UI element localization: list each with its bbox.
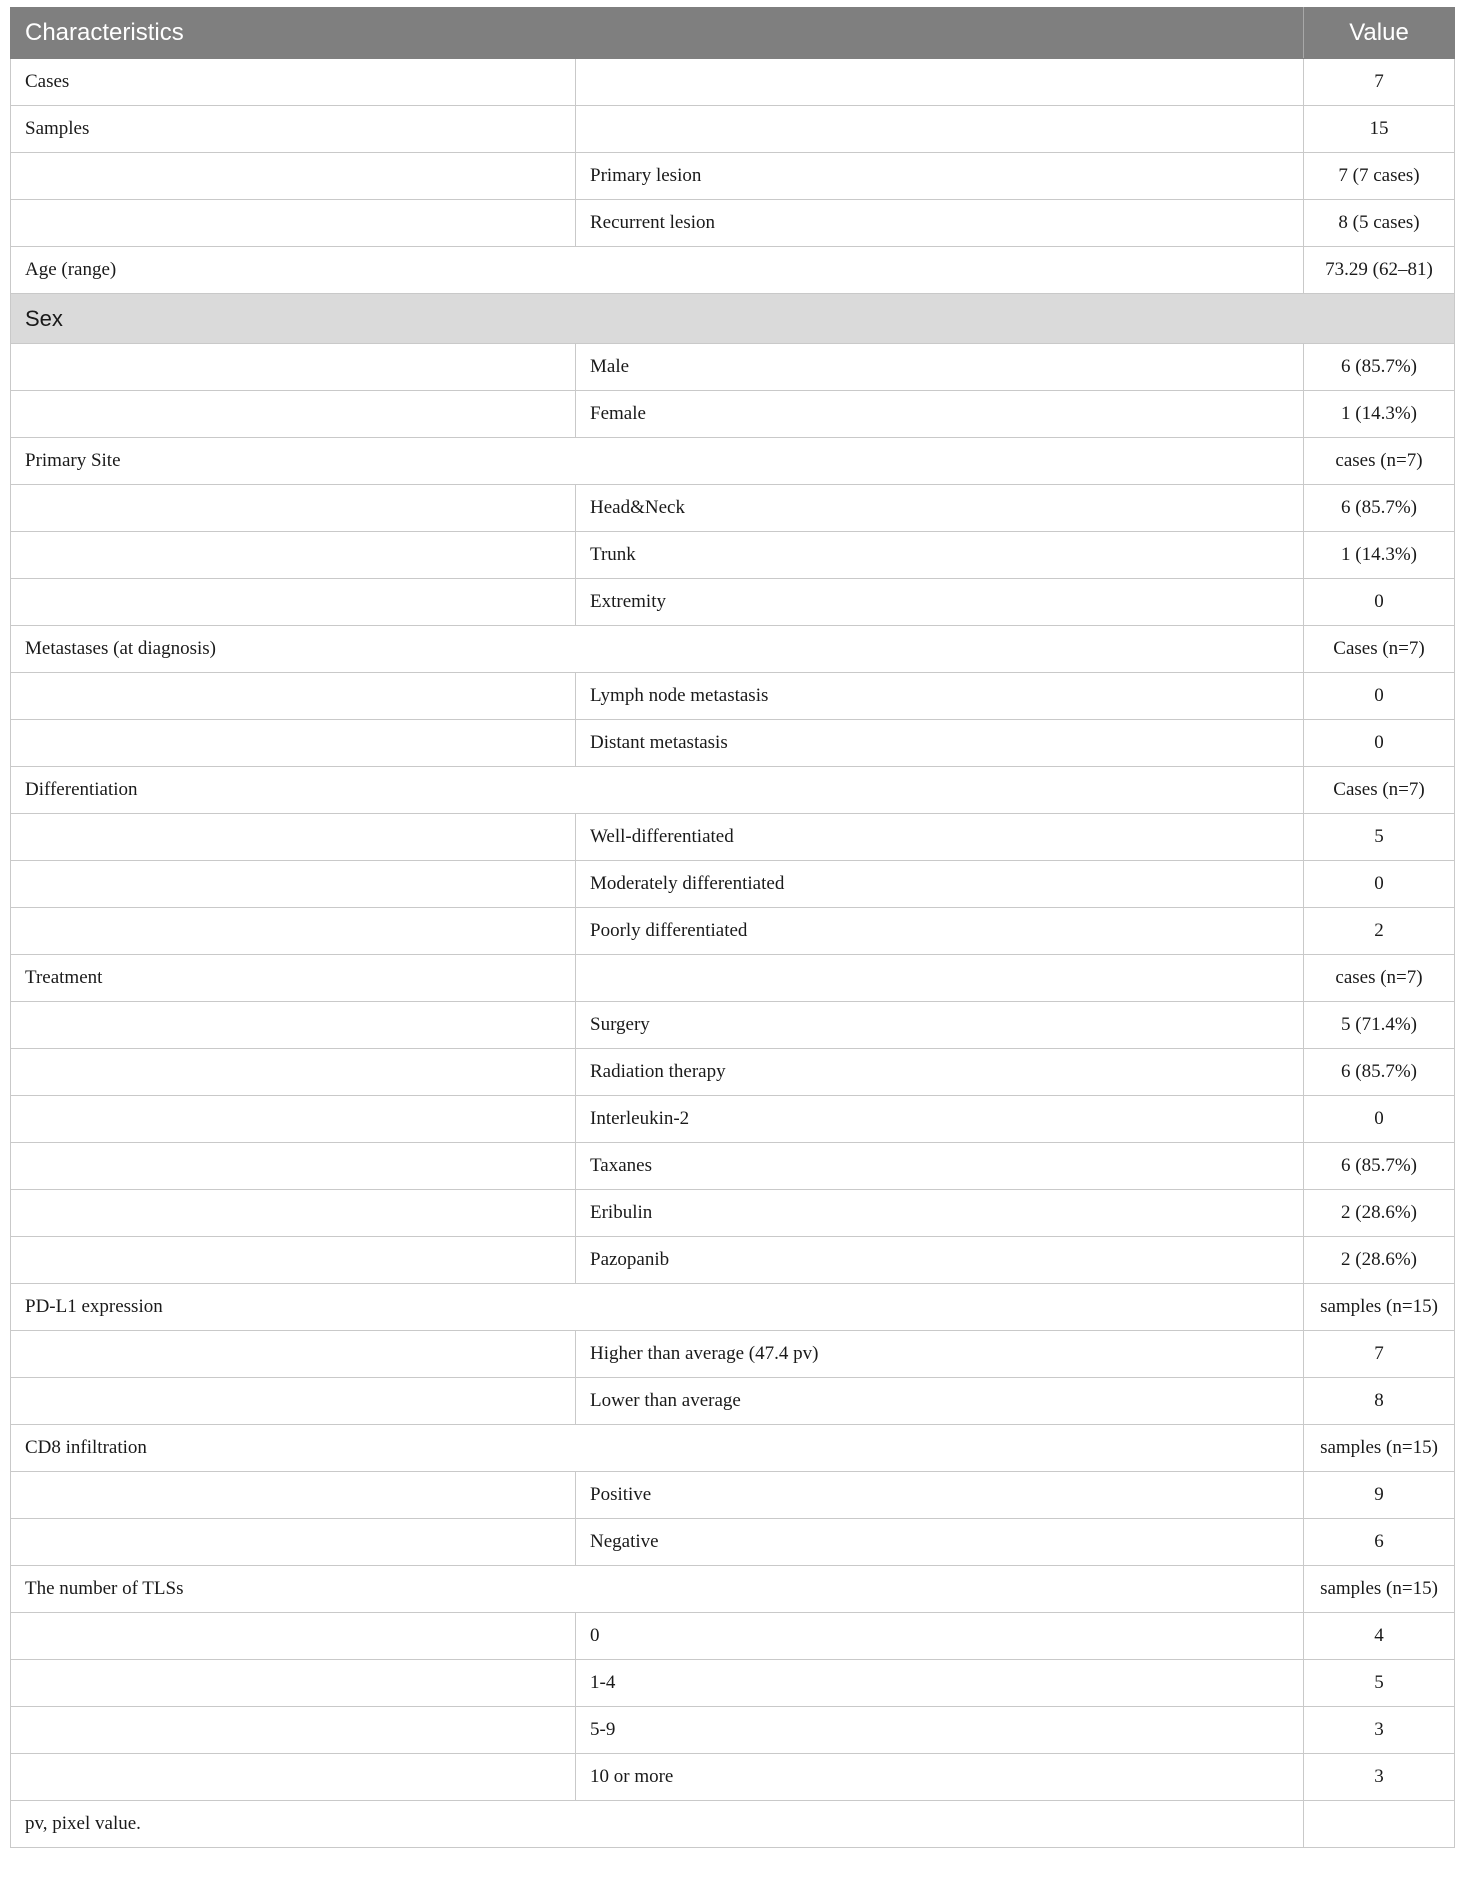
row-label: The number of TLSs [11,1566,1304,1613]
row-sublabel: Positive [576,1472,1304,1519]
row-sublabel: Moderately differentiated [576,861,1304,908]
row-value: cases (n=7) [1304,955,1455,1002]
row-sublabel: Negative [576,1519,1304,1566]
table-row [11,1378,1455,1425]
table-row [11,955,1455,1002]
row-label [11,1754,576,1801]
characteristics-table [10,7,1455,1848]
row-value: 6 (85.7%) [1304,344,1455,391]
row-value: 3 [1304,1754,1455,1801]
characteristics-table-container [10,7,1454,1848]
row-sublabel: Well-differentiated [576,814,1304,861]
row-value: 0 [1304,673,1455,720]
table-row [11,1425,1455,1472]
row-value: 1 (14.3%) [1304,391,1455,438]
row-value: 0 [1304,861,1455,908]
row-label [11,1707,576,1754]
row-label: Cases [11,59,576,106]
row-label [11,1472,576,1519]
table-row [11,106,1455,153]
row-value: 1 (14.3%) [1304,532,1455,579]
header-value: Value [1304,8,1455,59]
row-sublabel: Recurrent lesion [576,200,1304,247]
row-label: Samples [11,106,576,153]
row-label: Metastases (at diagnosis) [11,626,1304,673]
row-label: Differentiation [11,767,1304,814]
table-row [11,1519,1455,1566]
table-row [11,673,1455,720]
row-label [11,1378,576,1425]
row-label [11,1331,576,1378]
row-label [11,1660,576,1707]
row-sublabel [576,59,1304,106]
table-row [11,1331,1455,1378]
row-sublabel: Distant metastasis [576,720,1304,767]
row-label: pv, pixel value. [11,1801,1304,1848]
row-value: 4 [1304,1613,1455,1660]
row-sublabel: Extremity [576,579,1304,626]
row-value: 2 (28.6%) [1304,1190,1455,1237]
row-label: Treatment [11,955,576,1002]
table-row [11,1237,1455,1284]
table-row [11,1049,1455,1096]
row-label [11,1237,576,1284]
row-sublabel: Lymph node metastasis [576,673,1304,720]
row-label [11,200,576,247]
table-row [11,59,1455,106]
row-value: 7 [1304,1331,1455,1378]
row-label [11,1519,576,1566]
row-value: 6 [1304,1519,1455,1566]
row-sublabel: Lower than average [576,1378,1304,1425]
row-label: Age (range) [11,247,1304,294]
row-label [11,153,576,200]
table-row [11,438,1455,485]
row-value: samples (n=15) [1304,1425,1455,1472]
row-value: Cases (n=7) [1304,626,1455,673]
table-row [11,1096,1455,1143]
row-value: samples (n=15) [1304,1566,1455,1613]
table-header-row [11,8,1455,59]
row-value: 6 (85.7%) [1304,485,1455,532]
row-value: 8 [1304,1378,1455,1425]
row-label [11,720,576,767]
row-value: 15 [1304,106,1455,153]
table-row [11,153,1455,200]
row-label [11,532,576,579]
row-label: Primary Site [11,438,1304,485]
table-row [11,626,1455,673]
row-sublabel: Radiation therapy [576,1049,1304,1096]
row-sublabel: Female [576,391,1304,438]
table-row [11,814,1455,861]
row-value: 9 [1304,1472,1455,1519]
section-row [11,294,1455,344]
table-body [11,59,1455,1848]
row-label: PD-L1 expression [11,1284,1304,1331]
row-sublabel: 1-4 [576,1660,1304,1707]
section-label: Sex [11,294,1455,344]
table-row [11,247,1455,294]
table-row [11,1143,1455,1190]
row-value [1304,1801,1455,1848]
table-row [11,1472,1455,1519]
row-sublabel: Taxanes [576,1143,1304,1190]
row-sublabel: Surgery [576,1002,1304,1049]
table-row [11,767,1455,814]
table-row [11,485,1455,532]
table-row [11,861,1455,908]
row-value: 5 [1304,1660,1455,1707]
table-row [11,344,1455,391]
table-row [11,1660,1455,1707]
row-value: 0 [1304,720,1455,767]
row-value: 7 (7 cases) [1304,153,1455,200]
row-sublabel: Interleukin-2 [576,1096,1304,1143]
row-value: 8 (5 cases) [1304,200,1455,247]
row-sublabel: Trunk [576,532,1304,579]
row-sublabel: 10 or more [576,1754,1304,1801]
table-row [11,1707,1455,1754]
table-row [11,908,1455,955]
row-value: 2 (28.6%) [1304,1237,1455,1284]
row-sublabel: Head&Neck [576,485,1304,532]
row-label [11,1002,576,1049]
row-value: 7 [1304,59,1455,106]
row-label [11,344,576,391]
row-value: 6 (85.7%) [1304,1143,1455,1190]
row-label [11,908,576,955]
row-label [11,814,576,861]
table-row [11,1566,1455,1613]
row-value: cases (n=7) [1304,438,1455,485]
table-row [11,391,1455,438]
table-row [11,1754,1455,1801]
row-label [11,391,576,438]
row-label [11,1613,576,1660]
row-label [11,485,576,532]
row-value: 6 (85.7%) [1304,1049,1455,1096]
table-row [11,720,1455,767]
row-value: 0 [1304,1096,1455,1143]
row-sublabel [576,106,1304,153]
row-label [11,1190,576,1237]
row-sublabel: Poorly differentiated [576,908,1304,955]
row-value: 3 [1304,1707,1455,1754]
row-label [11,579,576,626]
table-row [11,532,1455,579]
row-sublabel: 0 [576,1613,1304,1660]
row-sublabel [576,955,1304,1002]
row-label [11,1096,576,1143]
row-value: 2 [1304,908,1455,955]
row-value: Cases (n=7) [1304,767,1455,814]
row-sublabel: Primary lesion [576,153,1304,200]
table-row [11,1613,1455,1660]
table-row [11,1002,1455,1049]
table-row [11,579,1455,626]
header-characteristics: Characteristics [11,8,1304,59]
row-sublabel: Pazopanib [576,1237,1304,1284]
row-label [11,1049,576,1096]
row-label [11,673,576,720]
row-sublabel: Male [576,344,1304,391]
table-row [11,200,1455,247]
row-value: 5 (71.4%) [1304,1002,1455,1049]
row-value: samples (n=15) [1304,1284,1455,1331]
row-label: CD8 infiltration [11,1425,1304,1472]
table-row [11,1284,1455,1331]
row-value: 5 [1304,814,1455,861]
table-row [11,1190,1455,1237]
row-sublabel: Eribulin [576,1190,1304,1237]
table-row [11,1801,1455,1848]
row-sublabel: 5-9 [576,1707,1304,1754]
row-value: 73.29 (62–81) [1304,247,1455,294]
row-label [11,1143,576,1190]
row-label [11,861,576,908]
row-value: 0 [1304,579,1455,626]
row-sublabel: Higher than average (47.4 pv) [576,1331,1304,1378]
